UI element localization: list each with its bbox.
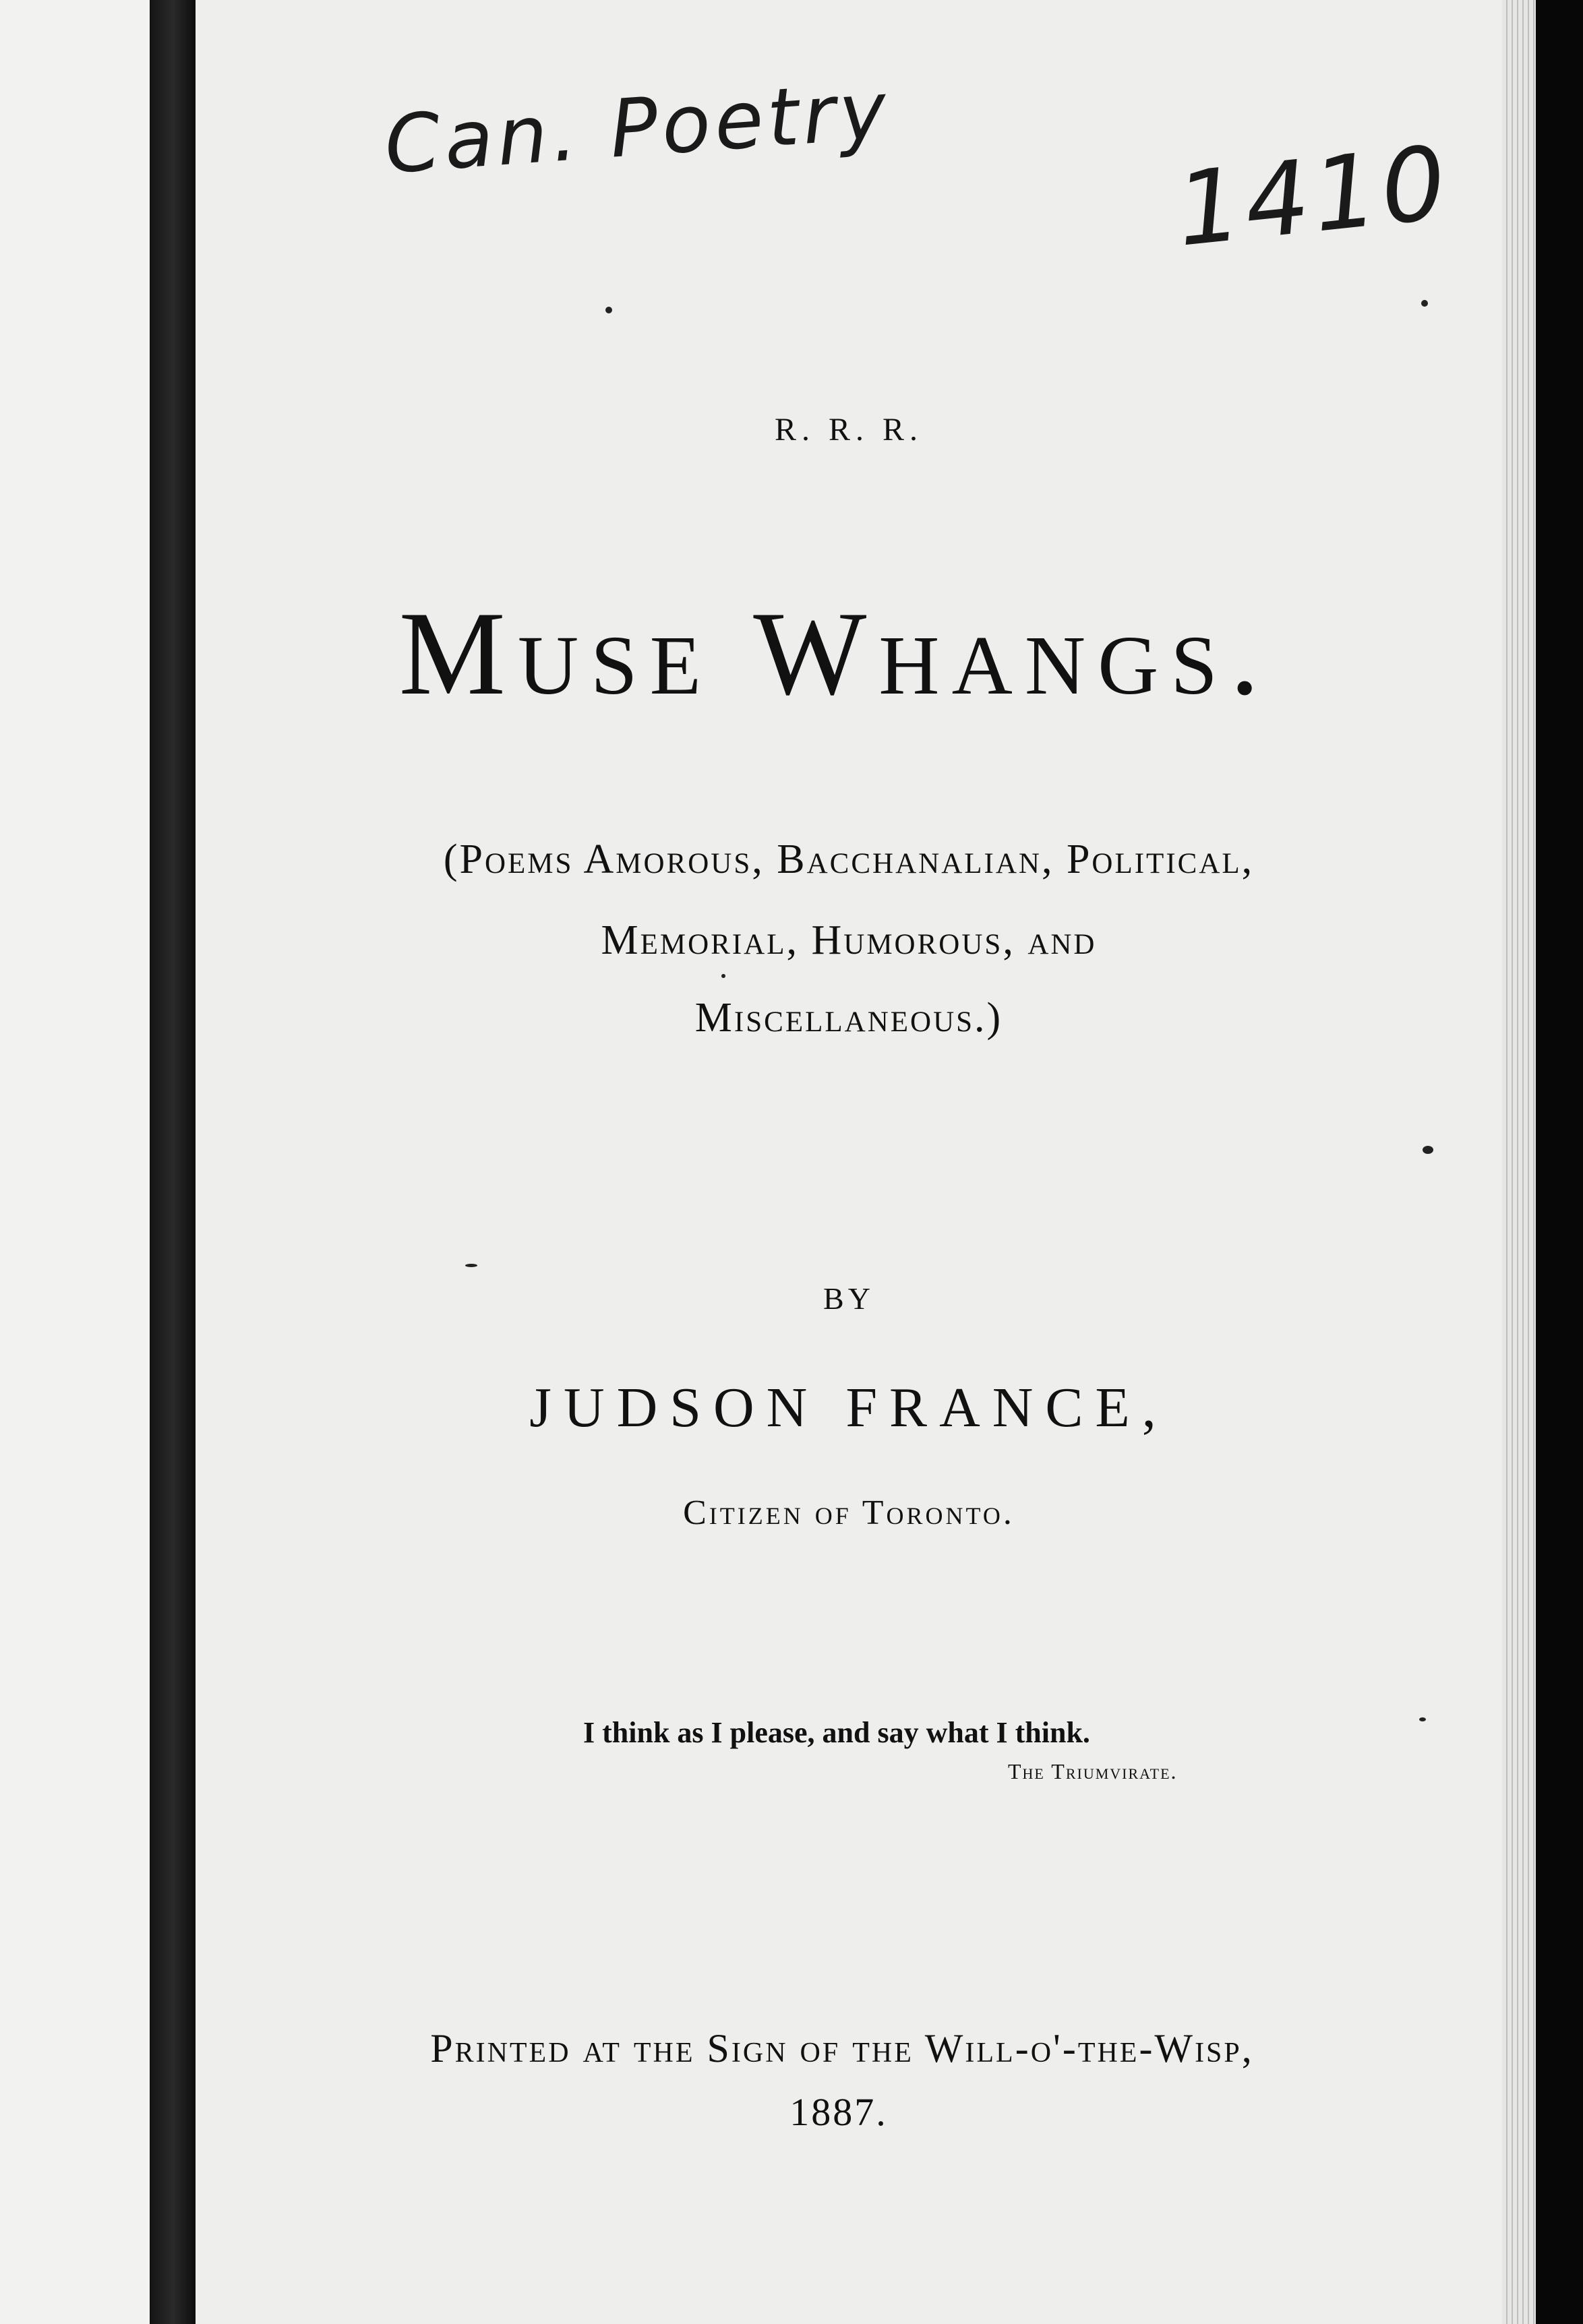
ink-speck: [1423, 1146, 1433, 1154]
page-edges: [1502, 0, 1536, 2324]
subtitle-line-3: Miscellaneous.): [694, 995, 1003, 1041]
ink-speck: [1419, 1717, 1426, 1721]
author-description: Citizen of Toronto.: [683, 1494, 1015, 1532]
by-line: BY: [823, 1281, 874, 1316]
author-name: JUDSON FRANCE,: [529, 1376, 1168, 1439]
publication-year: 1887.: [789, 2090, 888, 2134]
facing-page-edge: [0, 0, 150, 2324]
imprint: Printed at the Sign of the Will-o'-the-Wisp,: [430, 2026, 1254, 2071]
handwritten-catalog-number: 1410: [1171, 124, 1456, 270]
subtitle-line-1: (Poems Amorous, Bacchanalian, Political,: [443, 836, 1255, 882]
epigraph: I think as I please, and say what I think.: [583, 1716, 1090, 1749]
book-title: Muse Whangs.: [398, 586, 1272, 720]
ink-speck: [1421, 300, 1428, 307]
ink-speck: [605, 307, 612, 313]
scan-border: [1536, 0, 1583, 2324]
title-page: [196, 0, 1502, 2324]
book-gutter: [150, 0, 196, 2324]
ink-speck: [721, 974, 725, 978]
subtitle-line-2: Memorial, Humorous, and: [601, 917, 1097, 963]
series-initials: R. R. R.: [774, 412, 924, 448]
ink-speck: [465, 1264, 477, 1267]
handwritten-shelf-note: Can. Poetry: [382, 63, 893, 192]
epigraph-source: The Triumvirate.: [1008, 1759, 1178, 1783]
